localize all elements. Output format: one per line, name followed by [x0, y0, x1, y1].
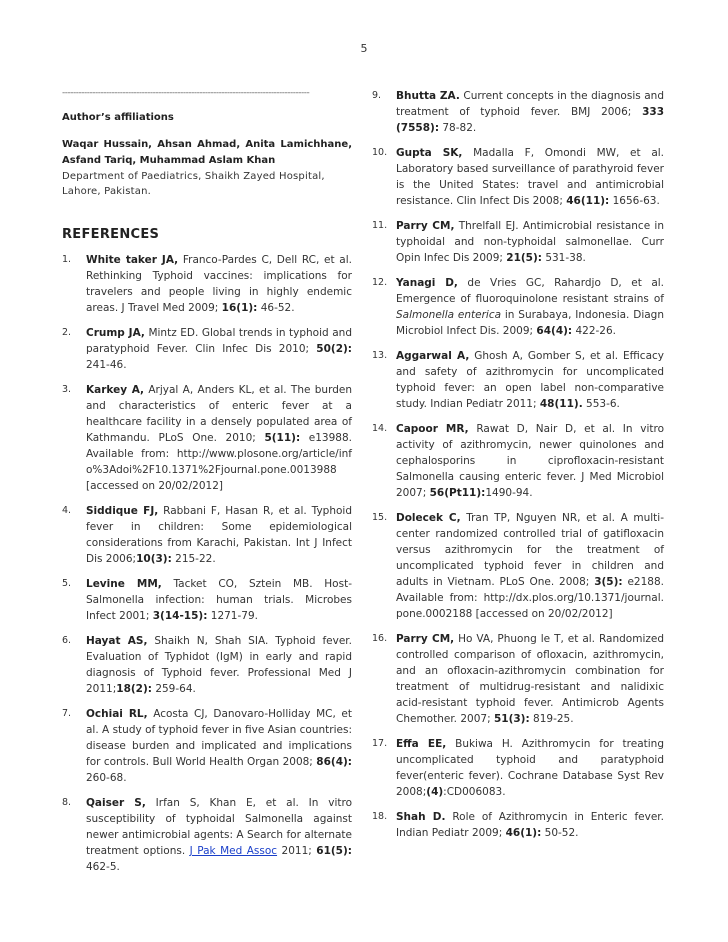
reference-number: 1.	[62, 254, 72, 265]
reference-citation: Role of Azithromycin in Enteric fever. Indian Pediatr 2009;	[396, 811, 664, 839]
reference-item	[372, 736, 664, 800]
reference-volume: (4)	[426, 786, 444, 798]
reference-item	[372, 145, 664, 209]
reference-pages: 1656-63.	[609, 195, 660, 207]
reference-item	[62, 795, 352, 875]
reference-citation: Current concepts in the diagnosis and treatment of typhoid fever. BMJ 2006;	[396, 90, 665, 118]
reference-pages: :CD006083.	[443, 786, 506, 798]
reference-author: Levine MM,	[86, 578, 162, 590]
reference-volume: 18(2):	[116, 683, 152, 695]
reference-item	[372, 421, 664, 501]
reference-number: 7.	[62, 708, 72, 719]
reference-author: Shah D.	[396, 811, 446, 823]
reference-pages: e13988. Available from:	[86, 432, 352, 460]
reference-text	[86, 382, 352, 494]
reference-number: 4.	[62, 505, 72, 516]
reference-text	[396, 218, 664, 266]
reference-text	[86, 325, 352, 373]
reference-author: Bhutta ZA.	[396, 90, 460, 102]
reference-citation: Tran TP, Nguyen NR, et al. A multi-center randomized controlled trial of gatifloxacin versus azithromycin for the treatment of uncomplicated typhoid fever in children and adults in Vietnam. PLoS One. 2008;	[396, 512, 664, 588]
reference-text	[86, 252, 352, 316]
reference-volume: 64(4):	[536, 325, 573, 337]
reference-text	[396, 88, 664, 136]
reference-number: 10.	[372, 147, 388, 158]
reference-citation: Rabbani F, Hasan R, et al. Typhoid fever in children: Some epidemiological considerations from Karachi, Pakistan. Int J Infect Dis 2006;	[86, 505, 352, 565]
separator-line: ------------------------------------------------------------------------------------------	[62, 88, 310, 98]
reference-text	[396, 421, 664, 501]
reference-citation: Threlfall EJ. Antimicrobial resistance in typhoidal and non-typhoidal salmonellae. Curr Opin Infec Dis 2009;	[396, 220, 665, 264]
reference-citation: Arjyal A, Anders KL, et al. The burden and characteristics of enteric fever at a healthcare facility in a densely populated area of Kathmandu. PLoS One. 2010;	[86, 384, 352, 444]
author-list: Waqar Hussain, Ahsan Ahmad, Anita Lamichhane, Asfand Tariq, Muhammad Aslam Khan	[62, 139, 352, 166]
reference-author: Aggarwal A,	[396, 350, 470, 362]
reference-text	[86, 576, 352, 624]
reference-text	[396, 275, 664, 339]
reference-volume: 333 (7558):	[396, 106, 664, 134]
reference-item	[372, 275, 664, 339]
reference-text	[396, 510, 664, 622]
reference-item	[372, 631, 664, 727]
reference-number: 15.	[372, 512, 388, 523]
reference-item	[62, 503, 352, 567]
right-column	[372, 88, 664, 850]
reference-citation: Ghosh A, Gomber S, et al. Efficacy and safety of azithromycin for uncomplicated typhoid fever: an open label non-comparative study. Indian Pediatr 2011;	[396, 350, 664, 410]
reference-text	[396, 145, 664, 209]
reference-number: 2.	[62, 327, 72, 338]
reference-item	[62, 252, 352, 316]
reference-text	[396, 809, 664, 841]
reference-number: 5.	[62, 578, 72, 589]
reference-author: Dolecek C,	[396, 512, 461, 524]
reference-item	[372, 218, 664, 266]
reference-accessed: [accessed on 20/02/2012]	[86, 480, 223, 492]
reference-number: 16.	[372, 633, 388, 644]
reference-pages: 1271-79.	[207, 610, 258, 622]
reference-number: 13.	[372, 350, 388, 361]
reference-volume: 21(5):	[506, 252, 542, 264]
reference-item	[62, 706, 352, 786]
reference-number: 14.	[372, 423, 388, 434]
reference-pages: 1490-94.	[485, 487, 533, 499]
reference-author: Gupta SK,	[396, 147, 463, 159]
reference-pages: 78-82.	[439, 122, 477, 134]
reference-volume: 61(5):	[316, 845, 352, 857]
reference-pages: 260-68.	[86, 772, 127, 784]
left-column	[62, 88, 352, 884]
reference-item	[62, 576, 352, 624]
reference-volume: 16(1):	[221, 302, 258, 314]
reference-citation: Acosta CJ, Danovaro-Holliday MC, et al. A study of typhoid fever in five Asian countries: disease burden and implicated and implications for controls. Bull World Health Organ 2008;	[86, 708, 352, 768]
reference-url[interactable]: http://www.plosone.org/article/info%3Adoi%2F10.1371%2Fjournal.pone.0013988	[86, 448, 352, 476]
reference-number: 17.	[372, 738, 388, 749]
reference-pages: 462-5.	[86, 861, 120, 873]
reference-item	[372, 348, 664, 412]
reference-volume: 5(11):	[264, 432, 301, 444]
reference-number: 3.	[62, 384, 72, 395]
reference-italic: Salmonella enterica	[396, 309, 502, 321]
reference-pages: 46-52.	[257, 302, 295, 314]
reference-author: Siddique FJ,	[86, 505, 159, 517]
reference-accessed: [accessed on 20/02/2012]	[472, 608, 613, 620]
affiliations-title: Author’s affiliations	[62, 112, 174, 123]
reference-citation: Rawat D, Nair D, et al. In vitro activity of azithromycin, newer quinolones and cephalosporins in ciprofloxacin-resistant Salmonella causing enteric fever. J Med Microbiol 2007;	[396, 423, 665, 499]
reference-volume: 51(3):	[493, 713, 530, 725]
references-heading: REFERENCES	[62, 227, 160, 242]
reference-pages: 553-6.	[582, 398, 620, 410]
reference-volume: 86(4):	[316, 756, 352, 768]
reference-item	[62, 382, 352, 494]
reference-author: Hayat AS,	[86, 635, 148, 647]
reference-citation: Tacket CO, Sztein MB. Host-Salmonella infection: human trials. Microbes Infect 2001;	[86, 578, 352, 622]
reference-author: Yanagi D,	[396, 277, 458, 289]
reference-number: 12.	[372, 277, 388, 288]
reference-author: Crump JA,	[86, 327, 145, 339]
reference-citation: de Vries GC, Rahardjo D, et al. Emergence of fluoroquinolone resistant strains of	[396, 277, 665, 305]
reference-list-left	[62, 252, 352, 875]
reference-text	[396, 736, 664, 800]
reference-number: 18.	[372, 811, 388, 822]
page-number: 5	[360, 42, 368, 55]
reference-author: Parry CM,	[396, 220, 455, 232]
reference-number: 6.	[62, 635, 72, 646]
reference-citation: Mintz ED. Global trends in typhoid and paratyphoid Fever. Clin Infec Dis 2010;	[86, 327, 352, 355]
reference-item	[372, 88, 664, 136]
reference-citation: Ho VA, Phuong le T, et al. Randomized controlled comparison of ofloxacin, azithromycin, and an ofloxacin-azithromycin combination for treatment of multidrug-resistant and nalidixic acid-resistant typhoid fever. Antimicrob Agents Chemother. 2007;	[396, 633, 665, 725]
reference-author: Effa EE,	[396, 738, 447, 750]
reference-url[interactable]: http://dx.plos.org/10.1371/journal.pone.0002188	[396, 592, 664, 620]
reference-text	[396, 631, 664, 727]
reference-text	[86, 795, 352, 875]
reference-pages: 422-26.	[572, 325, 616, 337]
reference-volume: 46(11):	[566, 195, 610, 207]
reference-item	[62, 633, 352, 697]
department: Department of Paediatrics, Shaikh Zayed Hospital, Lahore, Pakistan.	[62, 171, 325, 197]
reference-author: White taker JA,	[86, 254, 179, 266]
reference-volume: 50(2):	[316, 343, 352, 355]
reference-volume: 10(3):	[136, 553, 172, 565]
reference-pages: 819-25.	[529, 713, 574, 725]
reference-item	[372, 510, 664, 622]
reference-volume: 48(11).	[539, 398, 583, 410]
reference-number: 11.	[372, 220, 388, 231]
reference-pages: 50-52.	[541, 827, 579, 839]
reference-citation: Madalla F, Omondi MW, et al. Laboratory based surveillance of parathyroid fever is the United States: travel and antimicrobial resistance. Clin Infect Dis 2008;	[396, 147, 665, 207]
reference-pages: 241-46.	[86, 359, 127, 371]
reference-number: 9.	[372, 90, 382, 101]
reference-citation: Franco-Pardes C, Dell RC, et al. Rethinking Typhoid vaccines: implications for travelers and people living in highly endemic areas. J Travel Med 2009;	[86, 254, 352, 314]
reference-author: Capoor MR,	[396, 423, 469, 435]
reference-author: Qaiser S,	[86, 797, 146, 809]
reference-author: Ochiai RL,	[86, 708, 148, 720]
reference-author: Karkey A,	[86, 384, 145, 396]
reference-list-right	[372, 88, 664, 841]
reference-volume: 46(1):	[505, 827, 542, 839]
reference-volume: 3(5):	[594, 576, 623, 588]
reference-citation: Bukiwa H. Azithromycin for treating uncomplicated typhoid and paratyphoid fever(enteric fever). Cochrane Database Syst Rev 2008;	[396, 738, 664, 798]
reference-number: 8.	[62, 797, 72, 808]
journal-link[interactable]: J Pak Med Assoc	[189, 845, 278, 857]
reference-text	[86, 503, 352, 567]
reference-pages: 531-38.	[541, 252, 586, 264]
reference-text	[86, 706, 352, 786]
reference-item	[62, 325, 352, 373]
reference-author: Parry CM,	[396, 633, 455, 645]
reference-text	[86, 633, 352, 697]
reference-pages: e2188. Available from:	[396, 576, 664, 604]
reference-citation: Irfan S, Khan E, et al. In vitro susceptibility of typhoidal Salmonella against newer antimicrobial agents: A Search for alternate treatment options.	[86, 797, 353, 857]
reference-text	[396, 348, 664, 412]
reference-volume: 3(14-15):	[152, 610, 208, 622]
reference-item	[372, 809, 664, 841]
reference-pages: 259-64.	[151, 683, 196, 695]
reference-citation-cont: in Surabaya, Indonesia. Diagn Microbiol Infect Dis. 2009;	[396, 309, 664, 337]
reference-citation: Shaikh N, Shah SIA. Typhoid fever. Evaluation of Typhidot (IgM) in early and rapid diagnosis of Typhoid fever. Professional Med J 2011;	[86, 635, 352, 695]
reference-pages: 215-22.	[171, 553, 216, 565]
reference-citation-cont: 2011;	[277, 845, 317, 857]
reference-volume: 56(Pt11):	[429, 487, 486, 499]
